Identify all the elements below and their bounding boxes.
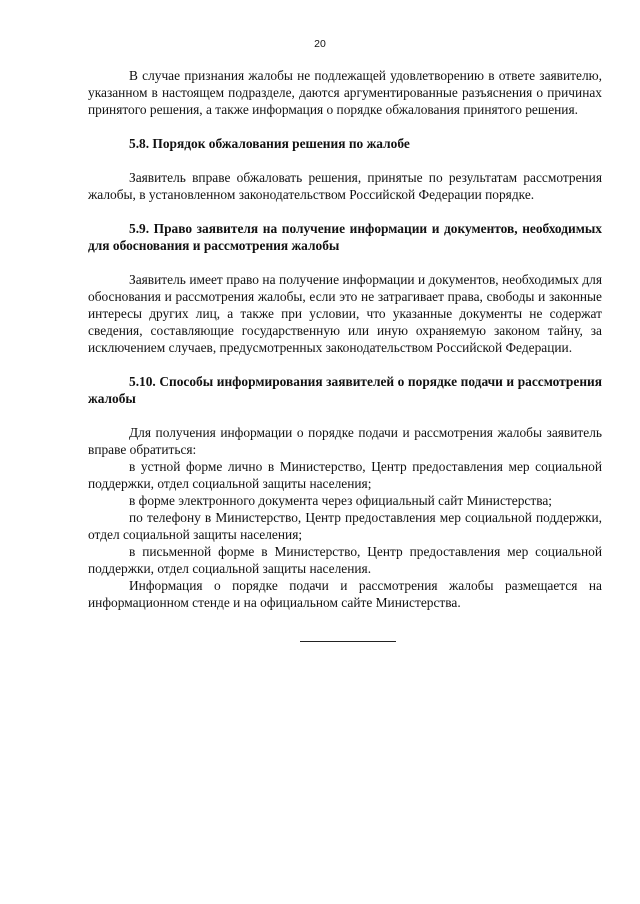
list-item-electronic: в форме электронного документа через официальный сайт Министерства; bbox=[129, 493, 553, 508]
paragraph-info-placement: Информация о порядке подачи и рассмотрения жалобы размещается на информационном стенде и на официальном сайте Министерства. bbox=[88, 578, 602, 610]
paragraph-rejection-response: В случае признания жалобы не подлежащей удовлетворению в ответе заявителю, указанном в настоящем подразделе, даются аргументированные разъяснения о причинах принятого решения, а также информация о порядке обжалования принятого решения. bbox=[88, 68, 602, 117]
section-heading-5-8: 5.8. Порядок обжалования решения по жалобе bbox=[129, 136, 410, 151]
section-heading-5-9: 5.9. Право заявителя на получение информации и документов, необходимых для обоснования и рассмотрения жалобы bbox=[88, 221, 602, 253]
paragraph-information-right: Заявитель имеет право на получение информации и документов, необходимых для обоснования и рассмотрения жалобы, если это не затрагивает права, свободы и законные интересы других лиц, а также при условии, что указанные документы не содержат сведения, составляющие государственную или иную охраняемую законом тайну, за исключением случаев, предусмотренных законодательством Российской Федерации. bbox=[88, 272, 602, 355]
list-item-written: в письменной форме в Министерство, Центр предоставления мер социальной поддержки, отдел социальной защиты населения. bbox=[88, 544, 602, 576]
spacer bbox=[88, 118, 602, 135]
spacer bbox=[88, 203, 602, 220]
document-body bbox=[88, 67, 602, 611]
page-number: 20 bbox=[314, 38, 326, 50]
list-item-in-person: в устной форме лично в Министерство, Центр предоставления мер социальной поддержки, отдел социальной защиты населения; bbox=[88, 459, 602, 491]
paragraph-appeal-right: Заявитель вправе обжаловать решения, принятые по результатам рассмотрения жалобы, в установленном законодательством Российской Федерации порядке. bbox=[88, 170, 602, 202]
spacer bbox=[88, 254, 602, 271]
paragraph-how-to-apply: Для получения информации о порядке подачи и рассмотрения жалобы заявитель вправе обратиться: bbox=[88, 425, 602, 457]
spacer bbox=[88, 356, 602, 373]
spacer bbox=[88, 152, 602, 169]
list-item-phone: по телефону в Министерство, Центр предоставления мер социальной поддержки, отдел социальной защиты населения; bbox=[88, 510, 602, 542]
spacer bbox=[88, 407, 602, 424]
end-divider-line bbox=[300, 641, 396, 642]
section-heading-5-10: 5.10. Способы информирования заявителей о порядке подачи и рассмотрения жалобы bbox=[88, 374, 602, 406]
